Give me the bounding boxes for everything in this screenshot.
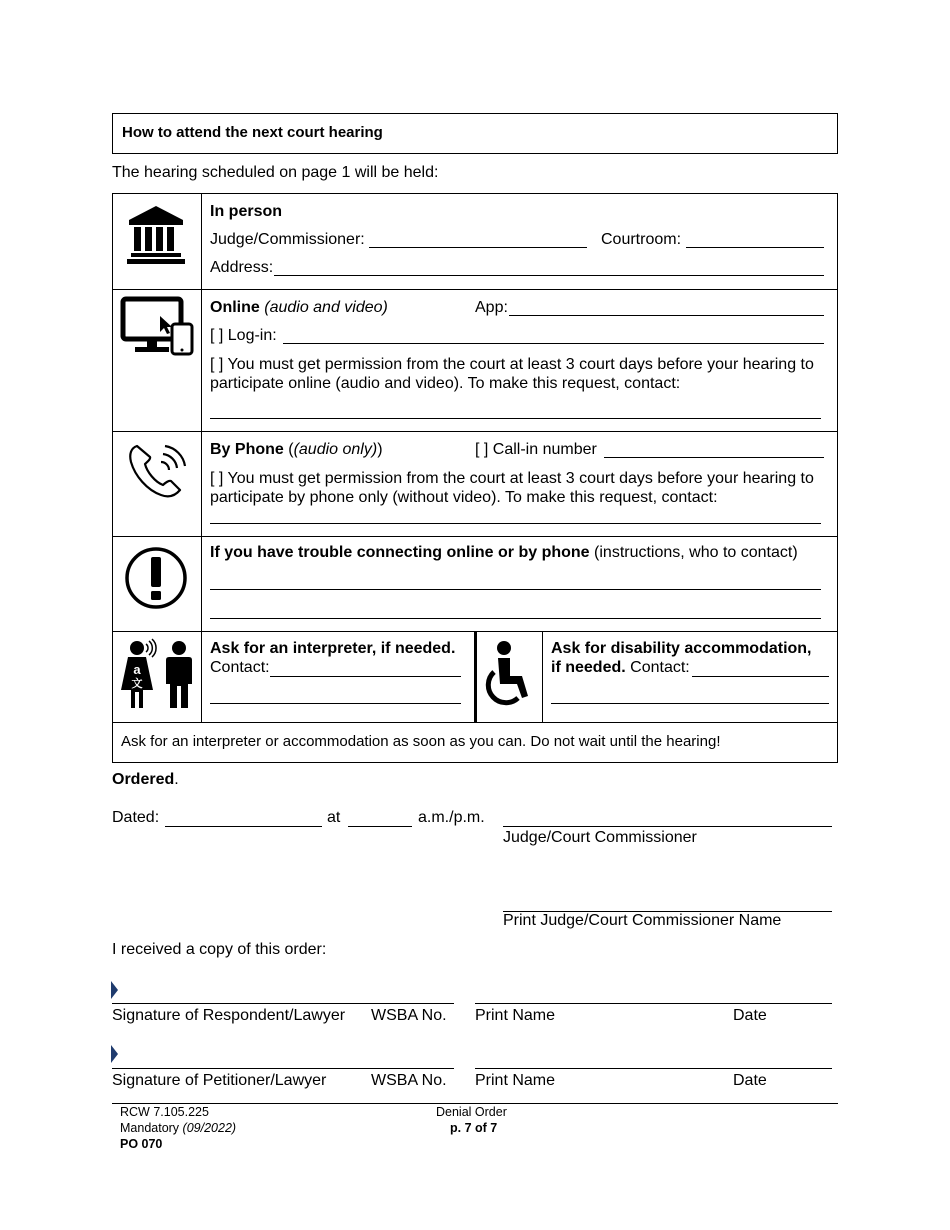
judge-field[interactable] (369, 247, 587, 248)
divider (474, 631, 477, 722)
divider (542, 631, 543, 722)
interpreter-contact-label: Contact: (210, 659, 270, 676)
address-field[interactable] (274, 275, 824, 276)
callin-label: [ ] Call-in number (475, 441, 597, 458)
respondent-date-label: Date (733, 1007, 767, 1024)
respondent-print-field[interactable] (475, 1003, 832, 1004)
wheelchair-icon (484, 640, 534, 712)
respondent-signature-field[interactable] (112, 1003, 454, 1004)
interpreter-heading: Ask for an interpreter, if needed. (210, 640, 456, 657)
footer-doc-title: Denial Order (436, 1105, 507, 1119)
login-field[interactable] (283, 343, 824, 344)
login-label: [ ] Log-in: (210, 327, 277, 344)
computer-phone-icon (120, 296, 194, 358)
received-text: I received a copy of this order: (112, 941, 327, 958)
disability-contact-label: Contact: (630, 659, 690, 676)
app-label: App: (475, 299, 508, 316)
trouble-field-1[interactable] (210, 589, 821, 590)
date-field[interactable] (165, 826, 322, 827)
ordered-label: Ordered (112, 771, 175, 788)
app-field[interactable] (509, 315, 824, 316)
intro-text: The hearing scheduled on page 1 will be held: (112, 164, 439, 181)
divider (112, 536, 838, 537)
callin-field[interactable] (604, 457, 824, 458)
footer-mandatory-date: (09/2022) (182, 1121, 237, 1135)
time-field[interactable] (348, 826, 412, 827)
svg-text:a: a (133, 662, 141, 677)
ordered-heading: Ordered. (112, 771, 179, 788)
signature-arrow-icon (111, 1045, 119, 1063)
footer-rcw: RCW 7.105.225 (120, 1105, 209, 1119)
divider (112, 289, 838, 290)
petitioner-print-label: Print Name (475, 1072, 556, 1089)
judge-print-label: Print Judge/Court Commissioner Name (503, 912, 782, 929)
trouble-note: (instructions, who to contact) (594, 544, 798, 561)
phone-contact-field[interactable] (210, 523, 821, 524)
respondent-wsba-label: WSBA No. (371, 1007, 447, 1024)
phone-heading-note: (audio only) (293, 441, 378, 458)
petitioner-print-field[interactable] (475, 1068, 832, 1069)
online-heading-note: (audio and video) (264, 299, 388, 316)
in-person-heading: In person (210, 203, 283, 220)
courtroom-field[interactable] (686, 247, 824, 248)
online-heading-bold: Online (210, 299, 260, 316)
disability-contact-field-2[interactable] (551, 703, 829, 704)
address-label: Address: (210, 259, 274, 276)
trouble-field-2[interactable] (210, 618, 821, 619)
footer-mandatory-label: Mandatory (120, 1121, 180, 1135)
divider (112, 722, 838, 723)
phone-permission-text: [ ] You must get permission from the court at least 3 court days before your hearing to participate by phone only (without video). To make this request, contact: (210, 470, 814, 506)
online-heading (210, 299, 388, 317)
trouble-heading (210, 544, 798, 562)
interpreter-icon (117, 638, 197, 710)
disability-heading: Ask for disability accommodation, (551, 640, 812, 657)
dated-label: Dated: (112, 809, 160, 826)
petitioner-signature-label: Signature of Petitioner/Lawyer (112, 1072, 327, 1089)
judge-label: Judge/Commissioner: (210, 231, 365, 248)
at-label: at (327, 809, 341, 826)
respondent-signature-label: Signature of Respondent/Lawyer (112, 1007, 346, 1024)
interpreter-contact-field-2[interactable] (210, 703, 461, 704)
courthouse-icon (125, 203, 187, 265)
disability-heading-2: if needed. (551, 659, 626, 676)
judge-signature-field[interactable] (503, 826, 832, 827)
signature-arrow-icon (111, 981, 119, 999)
petitioner-date-label: Date (733, 1072, 767, 1089)
disability-contact-line (551, 659, 690, 677)
online-contact-field[interactable] (210, 418, 821, 419)
courtroom-label: Courtroom: (601, 231, 682, 248)
divider (112, 431, 838, 432)
judge-signature-label: Judge/Court Commissioner (503, 829, 697, 846)
trouble-heading-bold: If you have trouble connecting online or by phone (210, 544, 590, 561)
svg-text:文: 文 (131, 677, 143, 690)
disability-contact-field[interactable] (692, 676, 829, 677)
petitioner-signature-field[interactable] (112, 1068, 454, 1069)
footer-page-number: p. 7 of 7 (450, 1121, 498, 1135)
footer-mandatory (120, 1120, 236, 1136)
phone-call-icon (125, 440, 187, 500)
online-permission-text: [ ] You must get permission from the court at least 3 court days before your hearing to participate online (audio and video). To make this request, contact: (210, 356, 814, 392)
phone-heading: By Phone ((audio only)) (210, 441, 383, 458)
interpreter-contact-field[interactable] (270, 676, 461, 677)
divider (201, 193, 202, 723)
petitioner-wsba-label: WSBA No. (371, 1072, 447, 1089)
footer-form-number: PO 070 (120, 1137, 163, 1151)
ampm-label: a.m./p.m. (418, 809, 485, 826)
warning-exclamation-icon (124, 546, 188, 610)
page-title: How to attend the next court hearing (122, 124, 383, 141)
phone-heading-bold: By Phone (210, 441, 284, 458)
respondent-print-label: Print Name (475, 1007, 556, 1024)
notice-text: Ask for an interpreter or accommodation as soon as you can. Do not wait until the hearing! (121, 733, 721, 750)
